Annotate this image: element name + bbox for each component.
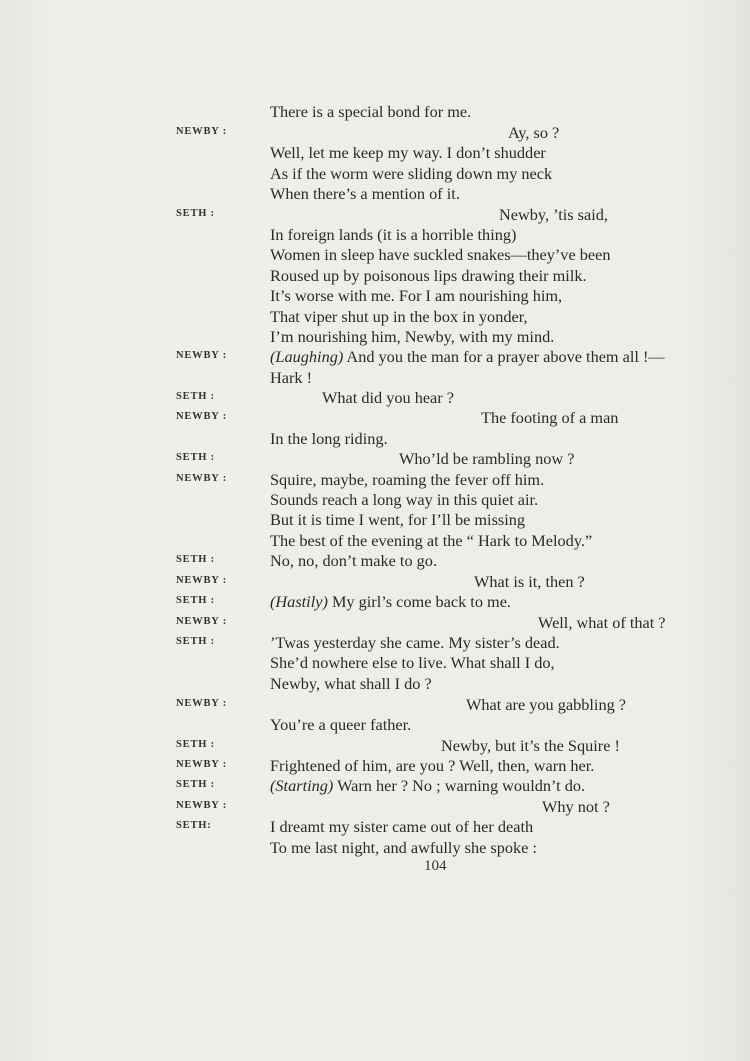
speaker-name: NEWBY :: [176, 473, 228, 484]
line-text: To me last night, and awfully she spoke :: [270, 838, 538, 857]
text-line: [0, 429, 750, 449]
text-line: [0, 266, 750, 286]
speaker-name: NEWBY :: [176, 616, 228, 627]
text-line: [0, 817, 750, 837]
speaker-name: NEWBY :: [176, 575, 228, 586]
speaker-name: SETH :: [176, 739, 215, 750]
line-text: In foreign lands (it is a horrible thing): [270, 225, 517, 244]
speaker-name: NEWBY :: [176, 800, 228, 811]
text-line: [0, 205, 750, 225]
text-line: [0, 797, 750, 817]
stage-direction: (Laughing): [270, 347, 344, 366]
speaker-name: NEWBY :: [176, 759, 228, 770]
line-text: Women in sleep have suckled snakes—they’ve been: [270, 245, 611, 264]
text-line: [0, 184, 750, 204]
line-text: Well, let me keep my way. I don’t shudder: [270, 143, 546, 162]
line-text: Ay, so ?: [508, 123, 560, 142]
text-line: [0, 327, 750, 347]
text-line: [0, 510, 750, 530]
text-line: [0, 531, 750, 551]
line-text: Sounds reach a long way in this quiet air.: [270, 490, 539, 509]
stage-direction: (Starting): [270, 776, 334, 795]
line-text: What did you hear ?: [322, 388, 455, 407]
line-text: She’d nowhere else to live. What shall I do,: [270, 653, 555, 672]
line-text: Why not ?: [542, 797, 610, 816]
line-text: ’Twas yesterday she came. My sister’s dead.: [270, 633, 560, 652]
text-line: [0, 102, 750, 122]
line-text: There is a special bond for me.: [270, 102, 472, 121]
text-line: [0, 286, 750, 306]
line-text: Well, what of that ?: [538, 613, 666, 632]
line-text: No, no, don’t make to go.: [270, 551, 438, 570]
line-text: Roused up by poisonous lips drawing their milk.: [270, 266, 587, 285]
speaker-name: SETH :: [176, 636, 215, 647]
text-line: [0, 592, 750, 612]
speaker-name: SETH :: [176, 554, 215, 565]
line-text: [270, 592, 511, 612]
line-text: The best of the evening at the “ Hark to Melody.”: [270, 531, 593, 550]
text-line: [0, 838, 750, 858]
text-line: [0, 388, 750, 408]
text-line: [0, 756, 750, 776]
text-line: [0, 551, 750, 571]
stage-direction: (Hastily): [270, 592, 328, 611]
speaker-name: SETH :: [176, 779, 215, 790]
speaker-name: SETH :: [176, 391, 215, 402]
text-line: [0, 123, 750, 143]
text-line: [0, 164, 750, 184]
line-text: In the long riding.: [270, 429, 388, 448]
line-text: Who’ld be rambling now ?: [399, 449, 575, 468]
text-line: [0, 674, 750, 694]
line-text: Newby, what shall I do ?: [270, 674, 432, 693]
line-text: I dreamt my sister came out of her death: [270, 817, 534, 836]
speaker-name: NEWBY :: [176, 698, 228, 709]
text-line: [0, 736, 750, 756]
line-text: That viper shut up in the box in yonder,: [270, 307, 528, 326]
dialogue: And you the man for a prayer above them all !—: [343, 347, 665, 366]
text-line: [0, 572, 750, 592]
line-text: The footing of a man: [481, 408, 619, 427]
line-text: It’s worse with me. For I am nourishing him,: [270, 286, 563, 305]
speaker-name: NEWBY :: [176, 126, 228, 137]
text-line: [0, 368, 750, 388]
text-line: [0, 776, 750, 796]
text-line: [0, 347, 750, 367]
text-line: [0, 613, 750, 633]
line-text: Frightened of him, are you ? Well, then, warn her.: [270, 756, 595, 775]
speaker-name: SETH :: [176, 452, 215, 463]
line-text: As if the worm were sliding down my neck: [270, 164, 553, 183]
line-text: Newby, but it’s the Squire !: [441, 736, 620, 755]
speaker-name: SETH :: [176, 595, 215, 606]
text-line: [0, 449, 750, 469]
line-text: Squire, maybe, roaming the fever off him.: [270, 470, 545, 489]
line-text: Hark !: [270, 368, 313, 387]
speaker-name: NEWBY :: [176, 411, 228, 422]
text-line: [0, 470, 750, 490]
line-text: [270, 347, 665, 367]
text-line: [0, 307, 750, 327]
line-text: What is it, then ?: [474, 572, 585, 591]
dialogue: Warn her ? No ; warning wouldn’t do.: [333, 776, 586, 795]
line-text: I’m nourishing him, Newby, with my mind.: [270, 327, 555, 346]
text-line: [0, 653, 750, 673]
text-line: [0, 490, 750, 510]
line-text: But it is time I went, for I’ll be missing: [270, 510, 526, 529]
text-line: [0, 408, 750, 428]
line-text: When there’s a mention of it.: [270, 184, 460, 203]
speaker-name: SETH :: [176, 208, 215, 219]
speaker-name: SETH:: [176, 820, 212, 831]
line-text: You’re a queer father.: [270, 715, 412, 734]
page-number-text: 104: [424, 858, 447, 874]
text-line: [0, 143, 750, 163]
text-line: [0, 695, 750, 715]
speaker-name: NEWBY :: [176, 350, 228, 361]
dialogue: My girl’s come back to me.: [327, 592, 511, 611]
line-text: Newby, ’tis said,: [499, 205, 608, 224]
text-line: [0, 225, 750, 245]
text-line: [0, 715, 750, 735]
text-line: [0, 633, 750, 653]
text-line: [0, 245, 750, 265]
line-text: What are you gabbling ?: [466, 695, 627, 714]
line-text: [270, 776, 585, 796]
